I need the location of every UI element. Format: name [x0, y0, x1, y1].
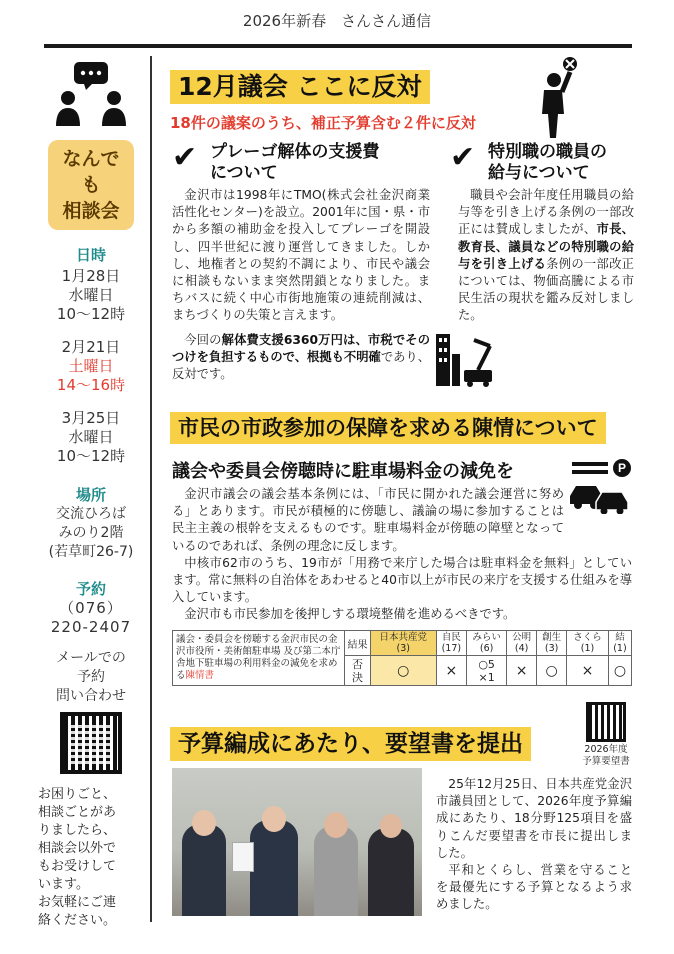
party-header: 自民 (17) — [436, 631, 467, 656]
result-label: 結果 — [345, 631, 371, 656]
sec2-para-1: 金沢市議会の議会基本条例には、「市民に開かれた議会運営に努める」とあります。市民が積極的に傍聴し、議論の場に参加することは民主主義の根幹を支えるものです。駐車場料金が傍聴の障壁となっているのであれば、条例の理念に反します。 — [172, 487, 564, 553]
vote-cell: ○ — [608, 656, 631, 686]
date-2: 2月21日 土曜日 14〜16時 — [56, 338, 126, 394]
consult-note: お困りごと、 相談ごとがあ りましたら、 相談会以外で もお受けして います。 お気軽にご連 絡ください。 — [38, 787, 117, 928]
item1-body: 金沢市は1998年にTMO(株式会社金沢商業活性化センター)を設立。2001年に国・県・市から多額の補助金を投入してプレーゴを開設し、四半世紀に渡り運営してきました。しかし、地権者との契約不調により、市民や議会に相談もないまま突然閉鎖となりました。まちバスに続く中心市街地施策の連続削減は、まちづくりの失策と言えます。 — [172, 188, 430, 323]
place: 交流ひろば みのり2階 (若草町26-7) — [48, 506, 134, 560]
sec2-title: 市民の市政参加の保障を求める陳情について — [170, 412, 606, 444]
result-value: 否 決 — [345, 656, 371, 686]
sec1-subtitle: 18件の議案のうち、補正予算含む２件に反対 — [170, 114, 476, 132]
vote-cell: ○5 ×1 — [467, 656, 507, 686]
sec3-para-1: 25年12月25日、日本共産党金沢市議員団として、2026年度予算編成にあたり、18分野125項目を盛りこんだ要望書を市長に提出しました。 — [436, 777, 632, 860]
check-icon: ✔ — [172, 140, 198, 175]
chat-people-icon — [54, 60, 128, 128]
date-3: 3月25日 水曜日 10〜12時 — [56, 409, 126, 465]
party-header: 公明 (4) — [507, 631, 537, 656]
mail-inquiry: メールでの 予約 問い合わせ — [56, 650, 126, 704]
vote-cell: × — [436, 656, 467, 686]
sec2-para-3: 金沢市も市民参加を後押しする環境整備を進めるべきです。 — [184, 607, 516, 621]
check-icon: ✔ — [450, 140, 476, 175]
sec1-title: 12月議会 ここに反対 — [170, 70, 430, 104]
item1-title: プレーゴ解体の支援費 について — [210, 142, 380, 183]
sec3-para-2: 平和とくらし、営業を守ることを最優先にする予算となるよう求めました。 — [436, 863, 632, 912]
submission-photo — [172, 768, 422, 916]
party-header: さくら (1) — [567, 631, 609, 656]
parking-cars-icon — [568, 458, 632, 514]
svg-text:P: P — [617, 461, 627, 475]
sec2-para-2: 中核市62市のうち、19市が「用務で来庁した場合は駐車料金を無料」としています。常に無料の自治体をあわせると40市以上が市民の来庁を支援する仕組みを導入しています。 — [172, 556, 632, 605]
header-divider — [44, 44, 632, 48]
newsletter-title: 2026年新春 さんさん通信 — [242, 12, 432, 30]
left-column — [36, 56, 146, 930]
date-1: 1月28日 水曜日 10〜12時 — [56, 267, 126, 323]
column-divider — [150, 56, 152, 922]
vote-cell: × — [507, 656, 537, 686]
qr-caption: 2026年度 予算要望書 — [582, 744, 630, 767]
vote-cell: ○ — [537, 656, 567, 686]
sec2-subtitle: 議会や委員会傍聴時に駐車場料金の減免を — [172, 461, 514, 482]
place-label: 場所 — [75, 486, 106, 504]
budget-request-qr-code[interactable] — [586, 702, 626, 742]
consult-badge: なんでも 相談会 — [48, 140, 134, 230]
date-label: 日時 — [75, 246, 106, 264]
vote-table — [172, 630, 632, 686]
reserve-label: 予約 — [75, 580, 106, 598]
protest-person-icon — [532, 56, 588, 140]
demolition-icon — [434, 326, 498, 388]
item2-body: 職員や会計年度任用職員の給与等を引き上げる条例の一部改正には賛成しましたが、市長、教育長、議員などの特別職の給与を引き上げる条例の一部改正については、物価高騰による市民生活の現状を鑑み反対しました。 — [458, 188, 634, 323]
vote-cell: ○ — [371, 656, 437, 686]
party-header: 創生 (3) — [537, 631, 567, 656]
mail-qr-code[interactable] — [60, 712, 122, 774]
party-header: 結 (1) — [608, 631, 631, 656]
vote-cell: × — [567, 656, 609, 686]
item1-conclusion: 今回の解体費支援6360万円は、市税でそのつけを負担するもので、根拠も不明確であり、反対です。 — [172, 333, 431, 382]
party-header: みらい (6) — [467, 631, 507, 656]
sec3-title: 予算編成にあたり、要望書を提出 — [170, 727, 531, 761]
petition-description: 議会・委員会を傍聴する金沢市民の金沢市役所・美術館駐車場 及び第二本庁舎地下駐車場の利用料金の減免を求める陳情書 — [173, 631, 345, 686]
item2-title: 特別職の職員の 給与について — [488, 142, 607, 183]
party-header: 日本共産党 (3) — [371, 631, 437, 656]
phone-number: （076） 220-2407 — [50, 599, 132, 636]
